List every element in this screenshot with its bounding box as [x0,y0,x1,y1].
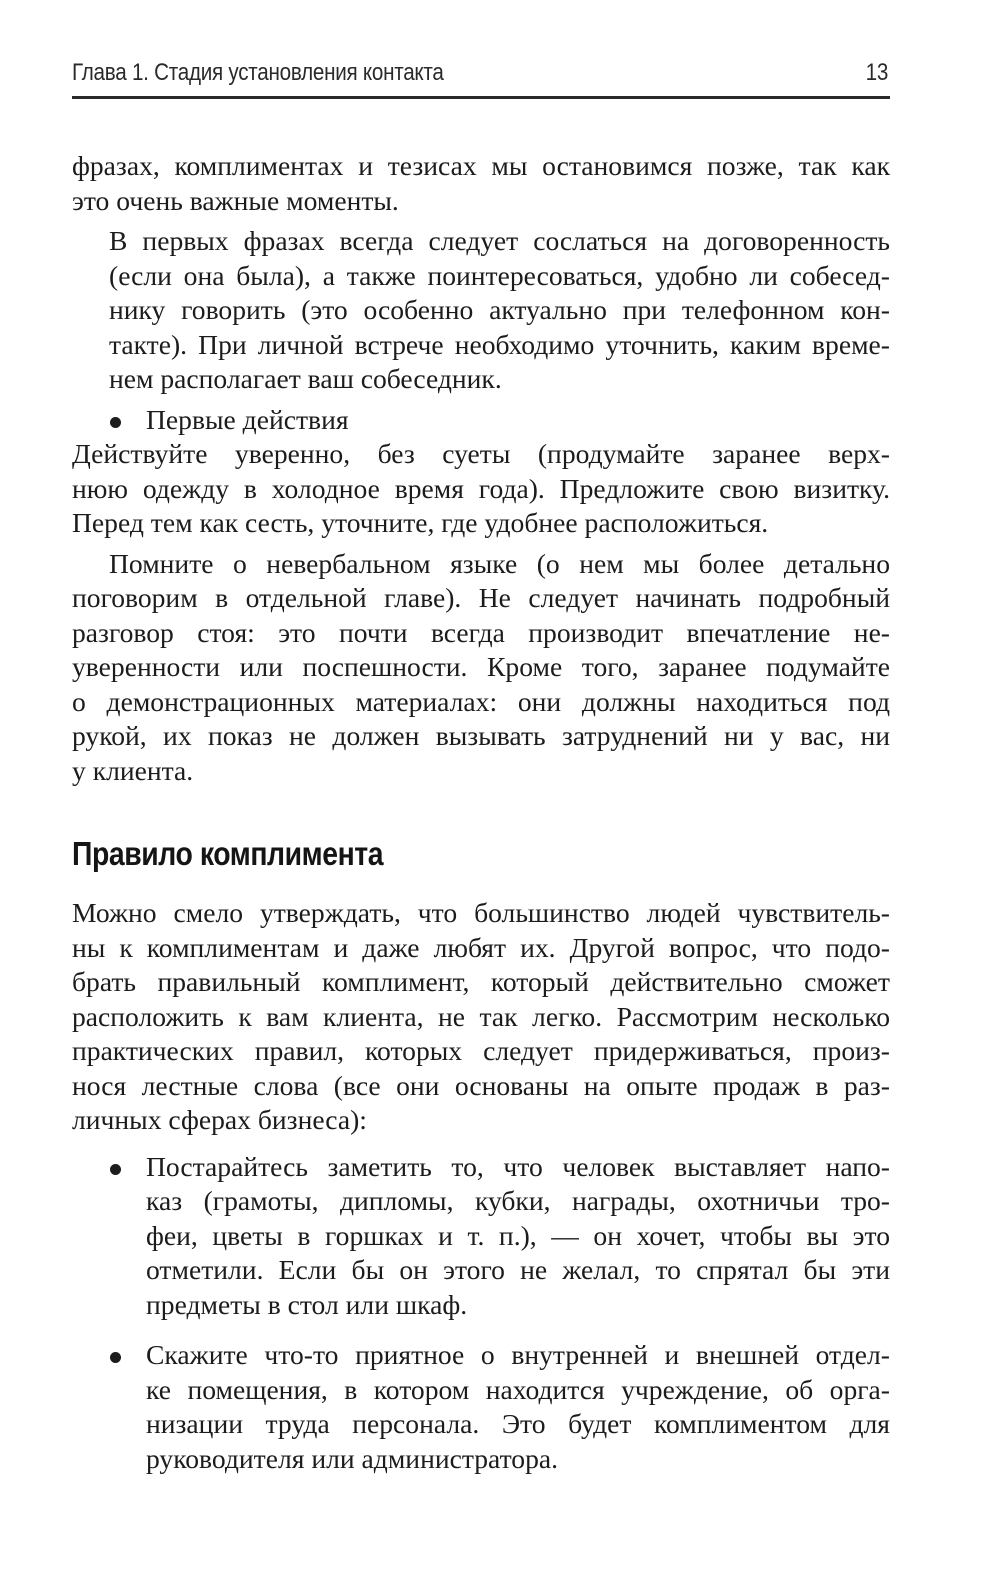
chapter-title: Глава 1. Стадия установления контакта [72,59,444,86]
text-line: Перед тем как сесть, уточните, где удобнее расположиться. [72,507,769,538]
text-line: нюю одежду в холодное время года). Предложите свою визитку. [72,472,890,504]
text-line: у клиента. [72,754,194,786]
paragraph-first-phrases [72,224,890,397]
header-rule [72,96,890,99]
text-line: о демонстрационных материалах: они должны находиться под [72,685,890,717]
text-line: брать правильный комплимент, который действительно сможет [72,966,890,997]
text-line: руководителя или администратора. [146,1442,559,1474]
text-line: нем располагает ваш собеседник. [109,363,502,394]
text-line: предметы в стол или шкаф. [146,1288,468,1320]
paragraph-compliment-intro [72,896,890,1138]
text-line: разговор стоя: это почти всегда производит впечатление не- [72,616,890,648]
text-line: нику говорить (это особенно актуально при телефонном кон- [109,294,890,325]
text-line: Скажите что-то приятное о внутренней и внешней отдел- [146,1339,890,1370]
list-item [72,1150,890,1323]
text-line: нося лестные слова (все они основаны на опыте продаж в раз- [72,1069,890,1101]
bullet-first-actions [72,403,890,438]
paragraph-continuation [72,149,890,218]
text-line: ны к комплиментам и даже любят их. Другой вопрос, что подо- [72,931,890,963]
text-line: поговорим в отдельной главе). Не следует начинать подробный [72,582,890,613]
text-line: каз (грамоты, дипломы, кубки, награды, охотничьи тро- [146,1185,890,1216]
bullet-icon [110,1164,121,1175]
text-line: ке помещения, в котором находится учреждение, об орга- [146,1373,890,1405]
text-line: низации труда персонала. Это будет комплиментом для [146,1408,890,1439]
text-line: Можно смело утверждать, что большинство людей чувствитель- [72,897,890,928]
section-heading: Правило комплимента [72,835,384,872]
text-line: феи, цветы в горшках и т. п.), — он хочет, чтобы вы это [146,1219,890,1251]
paragraph-first-actions [72,437,890,541]
paragraph-nonverbal [72,547,890,789]
text-line: отметили. Если бы он этого не желал, то спрятал бы эти [146,1254,890,1285]
running-header [72,55,890,95]
book-page [72,0,890,1573]
text-line: такте). При личной встрече необходимо уточнить, каким време- [109,328,890,360]
text-line: Действуйте уверенно, без суеты (продумайте заранее верх- [72,438,890,469]
text-line: Помните о невербальном языке (о нем мы более детально [109,547,890,579]
body-text [72,149,890,1492]
text-line: это очень важные моменты. [72,184,399,216]
text-line: личных сферах бизнеса): [72,1104,367,1135]
text-line: фразах, комплиментах и тезисах мы остановимся позже, так как [72,150,890,181]
bullet-label: Первые действия [146,403,349,435]
bullet-icon [110,417,121,428]
text-line: расположить к вам клиента, не так легко. Рассмотрим несколько [72,1000,890,1032]
text-line: практических правил, которых следует придерживаться, произ- [72,1035,890,1066]
text-line: В первых фразах всегда следует сослаться на договоренность [109,225,890,256]
bullet-icon [110,1352,121,1363]
text-line: (если она была), а также поинтересоваться, удобно ли собесед- [109,259,890,291]
list-item [72,1338,890,1476]
text-line: рукой, их показ не должен вызывать затруднений ни у вас, ни [72,720,890,751]
compliment-rules-list [72,1150,890,1477]
text-line: уверенности или поспешности. Кроме того, заранее подумайте [72,651,890,682]
page-number: 13 [865,59,888,86]
text-line: Постарайтесь заметить то, что человек выставляет напо- [146,1150,890,1182]
